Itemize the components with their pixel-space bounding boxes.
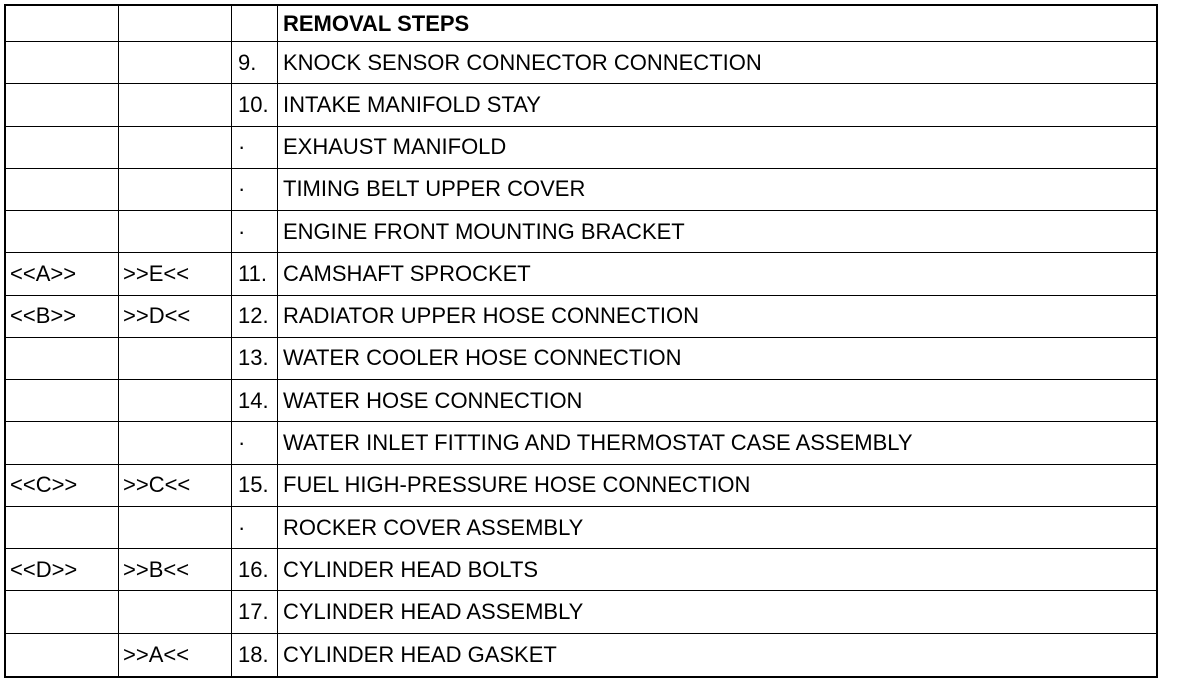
removal-ref-cell — [6, 338, 119, 380]
step-description-cell: ROCKER COVER ASSEMBLY — [278, 507, 1156, 549]
step-number-cell: 9. — [232, 42, 278, 84]
step-number-cell: · — [232, 422, 278, 464]
step-number-cell: 18. — [232, 634, 278, 676]
installation-ref-cell — [119, 127, 232, 169]
installation-ref-cell: >>B<< — [119, 549, 232, 591]
step-number-cell: · — [232, 507, 278, 549]
step-description-cell: CYLINDER HEAD GASKET — [283, 641, 557, 667]
step-description-cell: RADIATOR UPPER HOSE CONNECTION — [278, 296, 1156, 338]
step-description-cell: WATER INLET FITTING AND THERMOSTAT CASE ASSEMBLY — [278, 422, 1156, 464]
installation-ref-cell — [119, 380, 232, 422]
removal-ref-cell — [6, 127, 119, 169]
step-number-cell: · — [232, 211, 278, 253]
removal-ref-cell — [6, 507, 119, 549]
removal-ref-cell: <<B>> — [6, 296, 119, 338]
installation-ref-cell: >>D<< — [119, 296, 232, 338]
step-description-cell: WATER HOSE CONNECTION — [278, 380, 1156, 422]
header-cell-ref-b — [119, 6, 232, 42]
step-number-cell: 12. — [232, 296, 278, 338]
removal-ref-cell: <<D>> — [6, 549, 119, 591]
installation-ref-cell — [119, 211, 232, 253]
installation-ref-cell — [119, 338, 232, 380]
step-number-cell: 11. — [232, 253, 278, 295]
installation-ref-cell: >>A<< — [119, 634, 232, 676]
step-description-cell: CYLINDER HEAD BOLTS — [278, 549, 1156, 591]
step-description-cell: EXHAUST MANIFOLD — [278, 127, 1156, 169]
step-number-cell: · — [232, 127, 278, 169]
installation-ref-cell — [119, 422, 232, 464]
removal-ref-cell — [6, 42, 119, 84]
header-cell-ref-a — [6, 6, 119, 42]
installation-ref-cell — [119, 84, 232, 126]
header-cell-num — [232, 6, 278, 42]
installation-ref-cell — [119, 507, 232, 549]
removal-ref-cell — [6, 634, 119, 676]
step-number-cell: 14. — [232, 380, 278, 422]
step-description-cell: CYLINDER HEAD ASSEMBLY — [278, 591, 1156, 633]
removal-ref-cell: <<C>> — [6, 465, 119, 507]
installation-ref-cell: >>C<< — [119, 465, 232, 507]
removal-ref-cell — [6, 84, 119, 126]
removal-ref-cell — [6, 169, 119, 211]
step-description-cell: WATER COOLER HOSE CONNECTION — [278, 338, 1156, 380]
step-number-cell: 16. — [232, 549, 278, 591]
installation-ref-cell — [119, 169, 232, 211]
step-description-cell: KNOCK SENSOR CONNECTOR CONNECTION — [278, 42, 1156, 84]
removal-ref-cell — [6, 380, 119, 422]
removal-ref-cell — [6, 211, 119, 253]
step-description-cell: TIMING BELT UPPER COVER — [278, 169, 1156, 211]
step-number-cell: 10. — [232, 84, 278, 126]
table-title: REMOVAL STEPS — [278, 6, 1156, 42]
installation-ref-cell: >>E<< — [119, 253, 232, 295]
step-number-cell: 17. — [232, 591, 278, 633]
removal-ref-cell: <<A>> — [6, 253, 119, 295]
removal-ref-cell — [6, 591, 119, 633]
step-number-cell: 13. — [232, 338, 278, 380]
step-description-cell: FUEL HIGH-PRESSURE HOSE CONNECTION — [278, 465, 1156, 507]
removal-ref-cell — [6, 422, 119, 464]
installation-ref-cell — [119, 591, 232, 633]
step-description-cell: CAMSHAFT SPROCKET — [278, 253, 1156, 295]
step-description-cell: INTAKE MANIFOLD STAY — [278, 84, 1156, 126]
installation-ref-cell — [119, 42, 232, 84]
step-number-cell: 15. — [232, 465, 278, 507]
step-description-cell: ENGINE FRONT MOUNTING BRACKET — [278, 211, 1156, 253]
removal-steps-table — [4, 4, 1158, 678]
step-number-cell: · — [232, 169, 278, 211]
